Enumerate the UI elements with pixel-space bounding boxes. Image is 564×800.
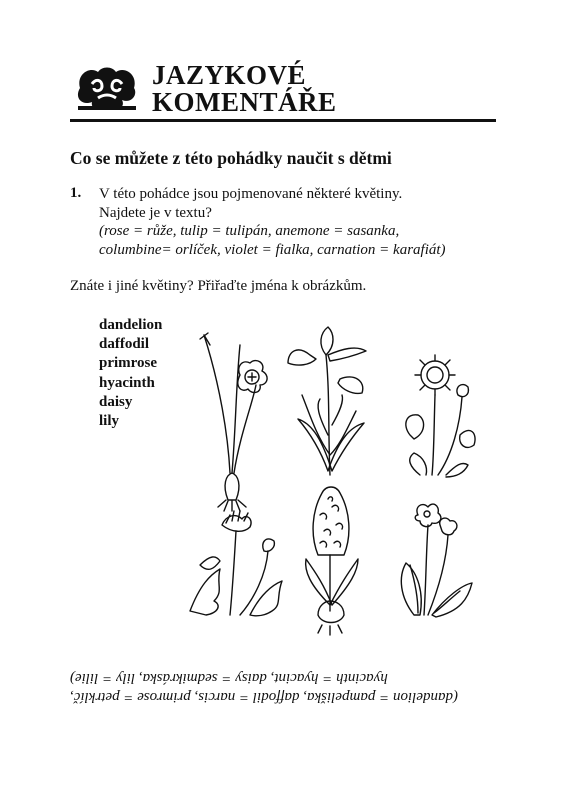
word-list-item: dandelion [99, 317, 163, 333]
word-list-item: daisy [99, 393, 133, 410]
dandelion-drawing [190, 511, 282, 616]
heading-line-1: JAZYKOVÉ [152, 60, 307, 90]
lily-drawing [288, 327, 366, 475]
word-list-item: lily [99, 413, 120, 430]
flower-illustrations [170, 315, 500, 645]
exercise-line-2: Najdete je v textu? [99, 204, 212, 221]
upside-down-answer-key [70, 668, 500, 706]
primrose-drawing [401, 504, 472, 617]
exercise-line-3: (rose = růže, tulip = tulipán, anemone = sasanka, [99, 223, 400, 239]
word-list-item: hyacinth [99, 374, 155, 391]
word-list-item: primrose [99, 355, 158, 372]
answer-line-2: hyacinth = hyacint, daisy = sedmikráska, lily = lilie) [70, 670, 388, 686]
exercise-number: 1. [70, 185, 82, 201]
exercise-line-1: V této pohádce jsou pojmenované některé květiny. [99, 186, 403, 202]
exercise-line-4: columbine= orlíček, violet = fialka, carnation = karafiát) [99, 241, 446, 258]
daffodil-drawing [200, 333, 267, 511]
section-title: Co se můžete z této pohádky naučit s dětmi [70, 148, 392, 168]
page-heading [152, 62, 337, 116]
heading-line-2: KOMENTÁŘE [152, 87, 337, 117]
word-list [99, 316, 162, 431]
daisy-drawing [406, 355, 475, 477]
exercise-text [99, 185, 446, 259]
question-text: Znáte i jiné květiny? Přiřaďte jména k obrázkům. [70, 278, 367, 294]
publisher-logo-icon [72, 64, 142, 114]
word-list-item: daffodil [99, 336, 150, 353]
answer-line-1: (dandelion = pampeliška, daffodil = narcis, primrose = petrklíč, [70, 689, 458, 705]
heading-divider [70, 119, 496, 122]
hyacinth-drawing [306, 487, 358, 635]
